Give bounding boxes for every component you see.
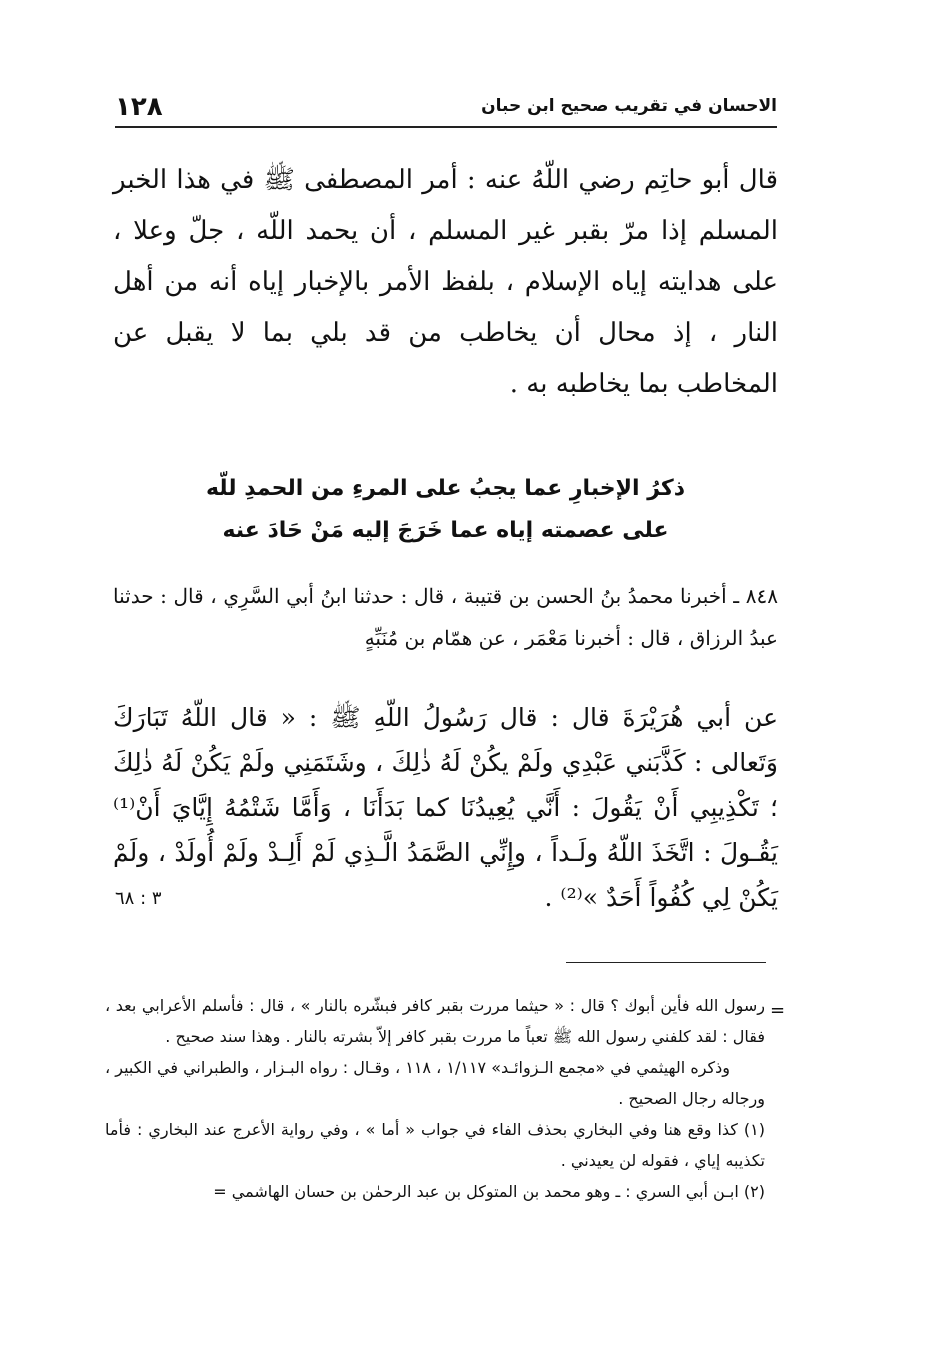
header-divider xyxy=(115,126,777,128)
footnote-haythami: وذكره الهيثمي في «مجمع الـزوائـد» ١/١١٧ ، ١١٨ ، وقـال : رواه البـزار ، والطبراني في الكبير ، ورجاله رجال الصحيح . xyxy=(105,1058,765,1108)
commentary-text: قال أبو حاتِم رضي اللّهُ عنه : أمر المصطفى ﷺ في هذا الخبر المسلم إذا مرّ بقبر غير المسلم ، أن يحمد اللّه ، جلّ وعلا ، على هدايته إياه الإسلام ، بلفظ الأمر بالإخبار إياه أنه من أهل النار ، إذ محال أن يخاطب من قد بلي بما لا يقبل عن المخاطب بما يخاطبه به . xyxy=(113,165,778,399)
footnote-1: (١) كذا وقع هنا وفي البخاري بحذف الفاء في جواب « أما » ، وفي رواية الأعرج عند البخاري : فأما تكذيبه إياي ، فقوله لن يعيدني . xyxy=(105,1120,765,1170)
volume-reference: ٣ : ٦٨ xyxy=(115,888,162,909)
section-heading-line-1: ذكرُ الإخبارِ عما يجبُ على المرءِ من الحمدِ للّه xyxy=(205,476,686,501)
page-number: ١٢٨ xyxy=(115,92,163,122)
footnote-divider xyxy=(566,962,766,963)
isnad-block xyxy=(113,575,778,659)
footnote-2: (٢) ابـن أبي السري : ـ وهو محمد بن المتوكل بن عبد الرحمٰن بن حسان الهاشمي = xyxy=(213,1182,765,1201)
footnotes xyxy=(105,990,765,1207)
continuation-marker: = xyxy=(770,1000,786,1021)
hadith-text: عن أبي هُرَيْرَةَ قال : قال رَسُولُ اللّهِ ﷺ : « قال اللّهُ تَبَارَكَ وَتَعالى : كَذَّبَني عَبْدِي ولَمْ يكُنْ لَهُ ذٰلِكَ ، وشَتَمَنِي ولَمْ يَكُنْ لَهُ ذٰلِكَ ؛ تَكْذِيبِي أَنْ يَقُولَ : أَنَّي يُعِيدُنَا كما بَدَأَنَا ، وَأَمَّا شَتْمُهُ إِيَّايَ أَنْ⁽¹⁾ يَقُـولَ : اتَّخَذَ اللّهُ ولَـداً ، وإِنِّي الصَّمَدُ الَّـذِي لَمْ أَلِـدْ ولَمْ أُولَدْ ، ولَمْ يَكُنْ لِي كُفُواً أَحَدٌ »⁽²⁾ . xyxy=(113,703,778,912)
hadith-block xyxy=(113,695,778,920)
footnote-continuation: رسول الله فأين أبوك ؟ قال : « حيثما مررت بقبر كافر فبشّره بالنار » ، قال : فأسلم الأعرابي بعد ، فقال : لقد كلفني رسول الله ﷺ تعباً ما مررت بقبر كافر إلاّ بشرته بالنار . وهذا سند صحيح . xyxy=(105,996,765,1046)
page-header xyxy=(115,88,777,128)
commentary-paragraph xyxy=(113,155,778,410)
section-heading-line-2: على عصمته إياه عما خَرَجَ إليه مَنْ حَادَ عنه xyxy=(222,518,669,543)
isnad-text: ٨٤٨ ـ أخبرنا محمدُ بنُ الحسن بن قتيبة ، قال : حدثنا ابنُ أبي السَّرِي ، قال : حدثنا عبدُ الرزاق ، قال : أخبرنا مَعْمَر ، عن همّام بن مُنَبِّهٍ xyxy=(113,584,778,650)
section-heading xyxy=(113,468,778,552)
running-title: الاحسان في تقريب صحيح ابن حبان xyxy=(481,96,777,116)
